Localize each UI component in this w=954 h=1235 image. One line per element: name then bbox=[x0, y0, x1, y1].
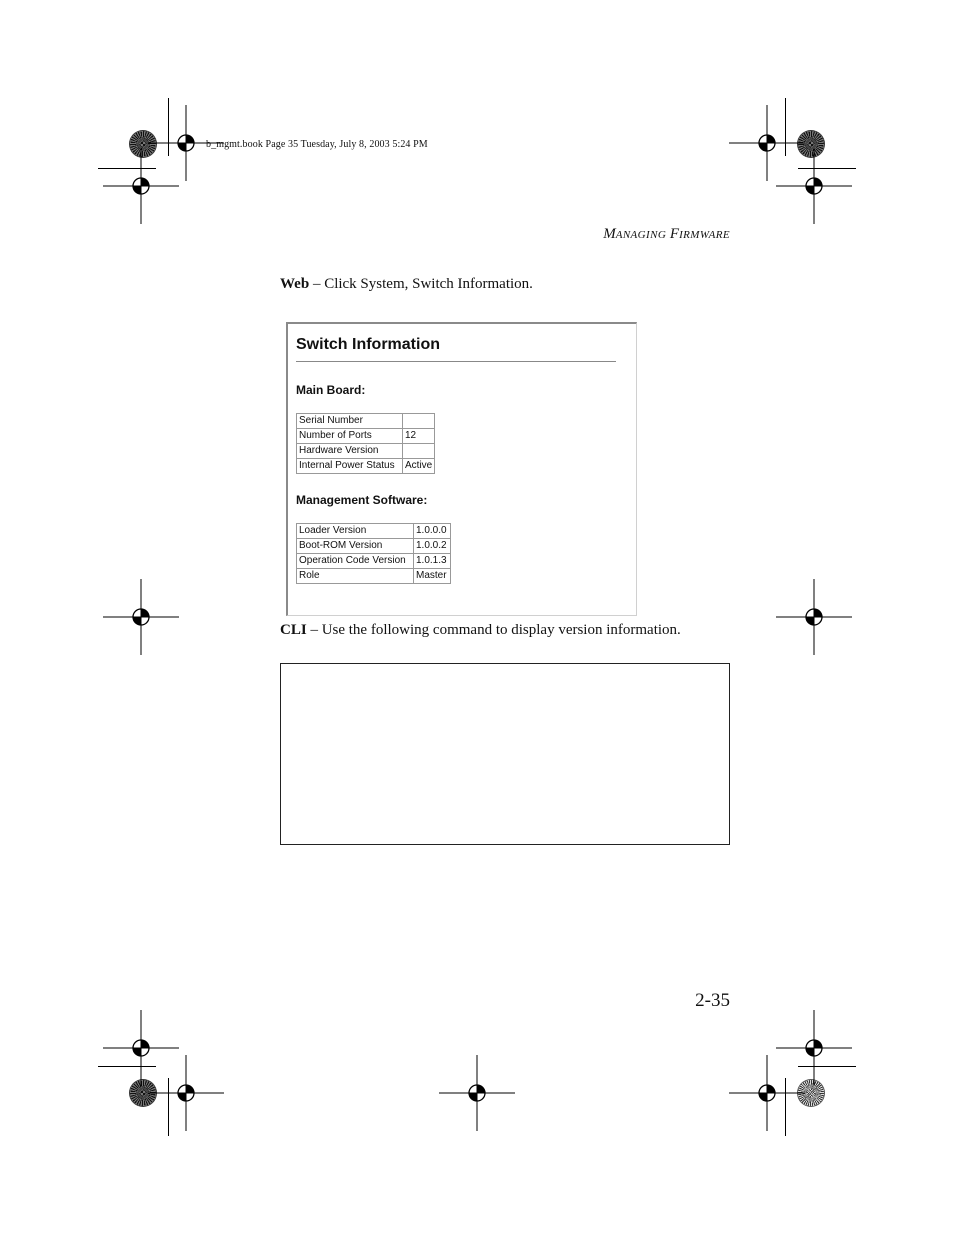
cli-label: CLI bbox=[280, 622, 307, 638]
row-label: Number of Ports bbox=[297, 429, 403, 444]
main-board-heading: Main Board: bbox=[296, 383, 366, 397]
row-value: Master bbox=[414, 569, 451, 584]
row-value: 1.0.1.3 bbox=[414, 554, 451, 569]
registration-target-icon bbox=[103, 148, 179, 224]
web-instruction bbox=[280, 276, 533, 293]
row-value: 12 bbox=[403, 429, 435, 444]
row-value: 1.0.0.2 bbox=[414, 539, 451, 554]
table-row bbox=[297, 414, 435, 429]
table-row bbox=[297, 554, 451, 569]
registration-target-icon bbox=[729, 1055, 805, 1131]
switch-information-screenshot bbox=[286, 322, 637, 616]
row-label: Internal Power Status bbox=[297, 459, 403, 474]
registration-target-icon bbox=[776, 148, 852, 224]
table-row bbox=[297, 459, 435, 474]
title-divider bbox=[296, 361, 616, 362]
running-head-cap: F bbox=[669, 226, 680, 242]
row-label: Boot-ROM Version bbox=[297, 539, 414, 554]
table-row bbox=[297, 539, 451, 554]
management-software-heading: Management Software: bbox=[296, 493, 428, 507]
cli-example-box bbox=[280, 663, 730, 845]
row-value: 1.0.0.0 bbox=[414, 524, 451, 539]
print-slug: b_mgmt.book Page 35 Tuesday, July 8, 2003 5:24 PM bbox=[206, 139, 428, 150]
cli-instruction bbox=[280, 622, 681, 639]
registration-target-icon bbox=[439, 1055, 515, 1131]
row-label: Loader Version bbox=[297, 524, 414, 539]
table-row bbox=[297, 429, 435, 444]
page-number: 2-35 bbox=[695, 990, 730, 1011]
management-software-table bbox=[296, 523, 451, 584]
registration-target-icon bbox=[148, 1055, 224, 1131]
running-head-small: ANAGING bbox=[615, 229, 667, 241]
row-label: Role bbox=[297, 569, 414, 584]
table-row bbox=[297, 569, 451, 584]
cli-text: – Use the following command to display version information. bbox=[306, 622, 681, 638]
running-head-cap: M bbox=[603, 226, 616, 242]
table-row bbox=[297, 444, 435, 459]
main-board-table bbox=[296, 413, 435, 474]
row-value bbox=[403, 444, 435, 459]
row-label: Hardware Version bbox=[297, 444, 403, 459]
running-head-small: IRMWARE bbox=[679, 229, 730, 241]
row-label: Serial Number bbox=[297, 414, 403, 429]
row-label: Operation Code Version bbox=[297, 554, 414, 569]
row-value bbox=[403, 414, 435, 429]
web-text: – Click System, Switch Information. bbox=[309, 276, 533, 292]
running-head bbox=[603, 226, 730, 243]
table-row bbox=[297, 524, 451, 539]
registration-target-icon bbox=[103, 579, 179, 655]
panel-title: Switch Information bbox=[296, 336, 440, 353]
row-value: Active bbox=[403, 459, 435, 474]
web-label: Web bbox=[280, 276, 310, 292]
registration-target-icon bbox=[776, 579, 852, 655]
